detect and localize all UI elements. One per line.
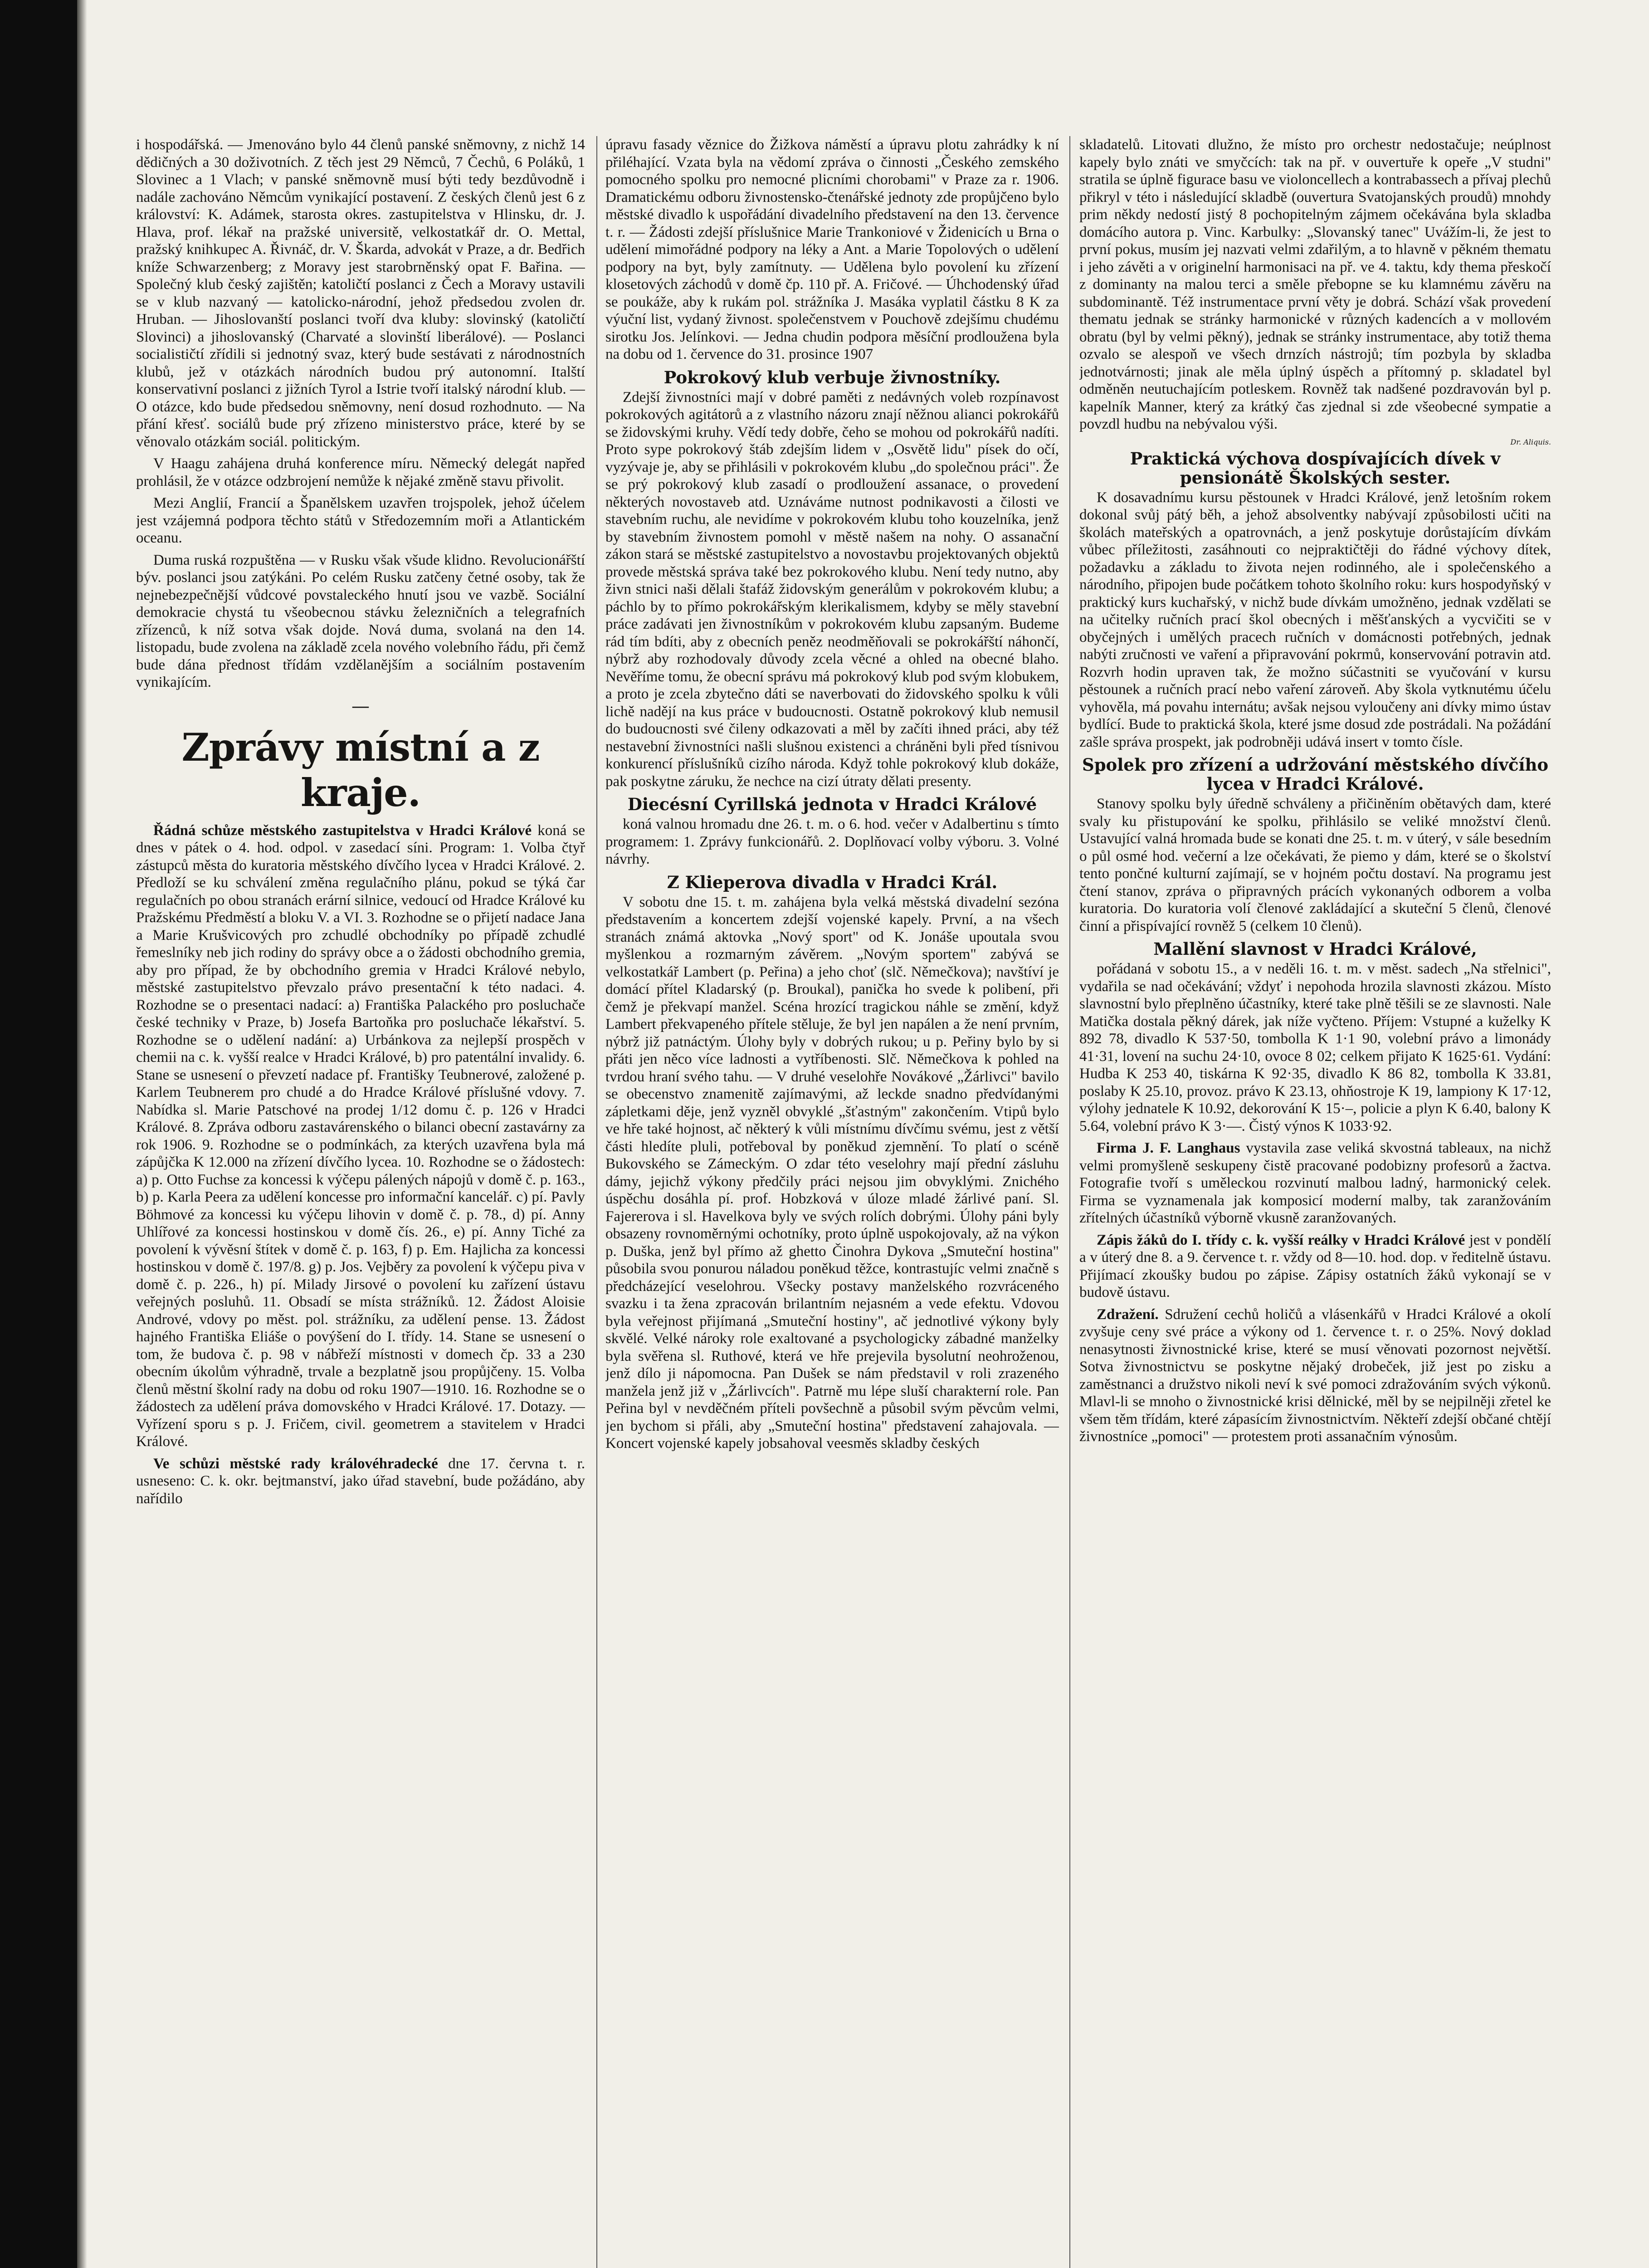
girls-education-text: K dosavadnímu kursu pěstounek v Hradci Králové, jenž letošním rokem dokonal svůj pátý běh, a jehož absolventky nabývají způsobilosti učiti na školách mateřských a opatrovnách, a jenž poskytuje dorůstajícím dívkám vůbec příležitosti, zasáhnouti co nejpraktičtěji do řádné výchovy dítek, požadavku a základu to života nejen rodinného, ale i společenského a národního, připojen bude počátkem tohoto školního roku: kurs hospodyňský v praktický kurs kuchařský, v nichž bude dívkám umožněno, jednak vzdělati se na učitelky ručních prací škol obecných i měšťanských a vycvičiti se v obyčejných i umělých pracech ručních v domácnosti potřebných, jednak nabýti zručnosti ve vaření a připravování pokrmů, konservování potravin atd. Rozvrh hodin upraven tak, že možno súčastniti se vyučování v kursu pěstounek a ručních prací nebo vaření zároveň. Aby škola vytknutému účelu vyhověla, má povahu internátu; avšak nejsou vyloučeny ani dívky mimo ústav bydlící. Bude to praktická škola, které jsme dosud zde postrádali. Na požádání zašle správa prospekt, jak podrobněji udává insert v tomto čísle. <box>1079 489 1551 750</box>
heading-city-board-meeting: Ve schůzi městské rady královéhradecké <box>153 1455 438 1472</box>
langhans-firm-text: vystavila zase veliká skvostná tableaux, na nichž velmi promyšleně seskupeny čistě pracované podobizny profesorů a žactva. Fotografie tvoří s uměleckou rozvinutí malbou ladný, harmonický celek. Firma se vyznamenala jak komposicí moderní malby, tak zaranžováním zřítelných účastníků výborně vkusně zaranžovaných. <box>1079 1140 1551 1226</box>
newspaper-page <box>136 136 1551 2268</box>
column-3 <box>1079 136 1551 2268</box>
city-council-meeting-text: koná se dnes v pátek o 4. hod. odpol. v zasedací síni. Program: 1. Volba čtyř zástupců města do kuratoria městského dívčího lycea v Hradci Králové. 2. Předloží se ku schválení změna regulačního plánu, pokud se týká čar regulačních po obou stranách erární silnice, vedoucí od Hradce Králové ku Pražskému Předměstí a bloku V. a VI. 3. Rozhodne se o přijetí nadace Jana a Marie Krušvicových pro zchudlé obchodníky po případě zchudlé řemeslníky neb jich rodiny do správy obce a o žádosti obchodního gremia, aby pro případ, že by obchodního gremia v Hradci Králové nebylo, městské zastupitelstvo převzalo právo presentační k této nadaci. 4. Rozhodne se o presentaci nadací: a) Františka Palackého pro posluchače české techniky v Praze, b) Josefa Bartoňka pro posluchače lékařství. 5. Rozhodne se o udělení nadání: a) Urbánkova za nejlepší prospěch v chemii na c. k. vyšší realce v Hradci Králové, b) pro patentální invalidy. 6. Stane se usnesení o převzetí nadace pf. Františky Teubnerové, založené p. Karlem Teubnerem pro chudé a do Hradce Králové příslušné vdovy. 7. Nabídka sl. Marie Patschové na prodej 1/12 domu č. p. 126 v Hradci Králové. 8. Zpráva odboru zastavárenského o bilanci obecní zastavárny za rok 1906. 9. Rozhodne se o podmínkách, za kterých uzavřena byla má zápůjčka K 12.000 na zřízení dívčího lycea. 10. Rozhodne se o žádostech: a) p. Otto Fuchse za koncessi k výčepu pálených nápojů v domě č. p. 163., b) p. Karla Peera za udělení koncesse pro informační kancelář. c) pí. Pavly Böhmové za koncessi ku výčepu lihovin v domě č. p. 78., d) pí. Anny Uhlířové za koncessi hostinskou v domě čís. 26., e) pí. Anny Tiché za povolení k vývěsní štítek v domě č. p. 163, f) p. Em. Hajlicha za koncessi hostinskou v domě č. 197/8. g) p. Jos. Vejběry za povolení k výčepu piva v domě č. p. 226., h) pí. Milady Jirsové o povolení ku zařízení ústavu veřejných posluhů. 11. Obsadí se místa strážníků. 12. Žádost Aloisie Andrové, vdovy po měst. pol. strážníku, za udělení pense. 13. Žádost hajného Františka Eliáše o povýšení do I. třídy. 14. Stane se usnesení o tom, že budova č. p. 98 v nábřeží místnosti v domech čp. 33 a 230 obecním úkolům výhradně, trvale a bezplatně jsou propůjčeny. 15. Volba členů městní školní rady na dobu od roku 1907—1910. 16. Rozhodne se o žádostech za udělení práva domovského v Hradci Králové. 17. Dotazy. — Vyřízení sporu s p. J. Fričem, civil. geometrem a stavitelem v Hradci Králové. <box>136 822 585 1450</box>
cyril-union-text: koná valnou hromadu dne 26. t. m. o 6. hod. večer v Adalbertinu s tímto programem: 1. Zprávy funkcionářů. 2. Doplňovací volby výboru. 3. Volné návrhy. <box>605 816 1059 867</box>
heading-progressive-club: Pokrokový klub verbuje živnostníky. <box>664 367 1001 387</box>
heading-city-council-meeting: Řádná schůze městského zastupitelstva v Hradci Králové <box>153 822 532 839</box>
matice-festival-text: pořádaná v sobotu 15., a v neděli 16. t. m. v měst. sadech „Na střelnici", vydařila se nad očekávání; vždyť i nepohoda hrozila slavnosti zkázou. Místo slavnostní bylo přeplněno účastníky, které take plně těšili se ze slavnosti. Nale Matička dostala pěkný dárek, jak níže vyčteno. Příjem: Vstupné a kuželky K 892 78, divadlo K 537·50, tombolla K 1·1 90, volební právo a limonády 41·31, lovení na suchu 24·10, ovoce 8 02; celkem přijato K 1625·61. Vydání: Hudba K 253 40, tiskárna K 92·35, divadlo K 86 82, tombolla K 33.81, poslaby K 25.10, provoz. právo K 23.13, ohňostroje K 19, lampiony K 17·12, výlohy jednatele K 10.92, dekorování K 15·–, policie a plyn K 6.40, balony K 5.64, volební právo K 3·—. Čistý výnos K 1033·92. <box>1079 961 1551 1134</box>
heading-girls-education: Praktická výchova dospívajících dívek v pensionátě Školských sester. <box>1130 448 1501 488</box>
politics-paragraph-hague: V Haagu zahájena druhá konference míru. Německý delegát napřed prohlásil, že v otázce odzbrojení nemůže k nějaké změně stavu přivolit. <box>136 455 585 489</box>
heading-school-enrollment: Zápis žáků do I. třídy c. k. vyšší reálky v Hradci Králové <box>1097 1232 1465 1248</box>
section-end-rule: — <box>351 695 370 717</box>
column-1 <box>136 136 585 2268</box>
heading-price-increase: Zdražení. <box>1097 1306 1159 1323</box>
price-increase-text: Sdružení cechů holičů a vlásenkářů v Hradci Králové a okolí zvyšuje ceny své práce a výkony od 1. července t. r. o 25%. Nový doklad nenasytnosti živnostnické krise, které se musí věnovati pozornost největší. Sotva živnostnictvu se poskytne nějaký drobeček, již jest po zisku a zaměstnanci a družstvo nikoli neví k své pomoci zdražováním svých výkonů. Mlavl-li se mnoho o živnostnické krisi dělnické, měl by se nejpilněji zřetel ke všem těm třídám, které zápasícím živnostnictvím. Někteří zdejší občané chtějí živnostníce „pomoci" — protestem proti assanačním výnosům. <box>1079 1306 1551 1445</box>
section-title-local-news: Zprávy místní a z kraje. <box>181 724 540 815</box>
scanner-dark-margin <box>0 0 77 2268</box>
city-board-meeting-continued: úpravu fasady věznice do Žižkova náměstí a úpravu plotu zahrádky k ní přiléhající. Vzata byla na vědomí zpráva o činnosti „Českého zemského pomocného spolku pro nemocné plicními chorobami" v Praze za r. 1906. Dramatickému odboru živnostensko-čtenářské jednoty zde propůjčeno bylo městské divadlo k uspořádání divadelního představení na den 13. července t. r. — Žádosti zdejší příslušnice Marie Trankoniové v Židenicích u Brna o udělení mimořádné podpory na léky a Ant. a Marie Topolových o udělení podpory na byt, byly zamítnuty. — Udělena bylo povolení ku zřízení klosetových záchodů v domě čp. 110 př. A. Fričové. — Úhchodenský úřad se poukáže, aby k rukám pol. strážníka J. Masáka vyplatil částku 8 K za výuční list, vydaný živnost. společenstvem v Pouchově zdejšímu chudému sirotku Jos. Jelínkovi. — Jedna chudin podpora měsíční prodloužena byla na dobu od 1. července do 31. prosince 1907 <box>605 137 1059 362</box>
klicpera-theatre-text: V sobotu dne 15. t. m. zahájena byla velká městská divadelní sezóna představením a koncertem zdejší vojenské kapely. První, a na všech stranách známá aktovka „Nový sport" od K. Jonáše upoutala svou myšlenkou a rozmarným závěrem. „Novým sportem" zabývá se velkostatkář Lambert (p. Peřina) a jeho choť (slč. Němečkova); navštíví je domácí přítel Kladarský (p. Broukal), panička ho svede k polibení, při čemž je překvapí manžel. Scéna hrozící tragickou náhle se změní, když Lambert překvapeného přítele stěluje, že byl jen napálen a že není prvním, nýbrž již patnáctým. Úlohy byly v dobrých rukou; u p. Peřiny bylo by si přáti jen něco více ladnosti a vytříbenosti. Slč. Němečkova k pohled na tvrdou hraní svého tahu. — V druhé veselohře Novákové „Žárlivci" bavilo se obecenstvo znamenitě zajímavými, až leckde snadno předvídanými zápletkami děje, jenž vyzněl obvyklé „šťastným" zakončením. Vtipů bylo ve hře také hojnost, ač některý k vůli místnímu dívčímu svému, jest z větší části hledíte pluli, potřeboval by poněkud zjemnění. To platí o scéně Bukovského se Zámeckým. O zdar této veselohry mají přední zásluhu dámy, jejichž výkony předčily práci nejsou jim obvyklými. Znichého úspěchu dosáhla pí. prof. Hobzková v úloze mladé žárlivé paní. Sl. Fajererova i sl. Havelkova byly ve svých rolích dobrými. Úlohy páni byly obsazeny rovnoměrnými ochotníky, proto úplně uspokojovaly, až na výkon p. Duška, jenž byl přímo až ghetto Činohra Dykova „Smuteční hostina" působila svou ponurou náladou poněkud těžce, kontrastujíc velmi značně s předcházející veselohrou. Všecky postavy manželského rozvráceného svazku i ta žena zpracován brilantním nejasném a vede efektu. Vdovou byla veřejnost přijímaná „Smuteční hostiny", ač jednotlivé výkony byly skvělé. Velké nároky role exaltované a psychologicky zábadné manželky byla svěřena sl. Ruthové, která ve hře prejevila bysolutní neohroženou, jenž dílo ji nápomocna. Pan Dušek se nám představil v roli zrazeného manžela jenž již v „Žárlivcích". Patrně mu lépe sluší charakterní role. Pan Peřina byl v nevděčném příteli povšechně a působil svým pěvcům velmi, jen bychom si přáli, aby „Smuteční hostina" představení zahajovala. — Koncert vojenské kapely jobsahoval veesměs skladby českých <box>605 894 1059 1452</box>
heading-matice-festival: Mallění slavnost v Hradci Králové, <box>1153 939 1477 959</box>
city-board-meeting-text: dne 17. června t. r. usneseno: C. k. okr. bejtmanství, jako úřad stavební, bude požádáno, aby nařídilo <box>136 1455 585 1507</box>
girls-lyceum-society-text: Stanovy spolku byly úředně schváleny a přičiněním obětavých dam, které svaly ku přistupování ke spolku, přihlásilo se veliké množství členů. Ustavující valná hromada bude se konati dne 25. t. m. v úterý, v sále besedním o půl osmé hod. večerní a lze očekávati, že piemo y dám, které se o školství tento pončné kulturní zajímají, se v hojném počtu dostaví. Na programu jest čtení stanov, zpráva o připravných prácích vykonaných odborem a volba kuratoria. Do kuratoria volí členové zakládající a skuteční 5 členů, členové činní a přispívající rovněž 5 (celkem 10 členů). <box>1079 796 1551 934</box>
progressive-club-text: Zdejší živnostníci mají v dobré paměti z nedávných voleb rozpínavost pokrokových agitátorů a z vlastního názoru znají něžnou alianci pokrokářů se židovskými kruhy. Vědí tedy dobře, čeho se mohou od pokrokářů nadíti. Proto sype pokrokový štáb zdejším lidem v „Osvětě lidu" písek do očí, vyzývaje je, aby se přihlásili v pokrokovém klubu „do společnou práci". Že se prý pokrokový klub zasadí o prodloužení assanace, o provedení některých novostaveb atd. Uznáváme nutnost podnikavosti a čilosti ve stavebním ruchu, ale nevidíme v pokrokovém klubu toho kouzelníka, jenž by stavebním živnostem pomohl v městě našem na nohy. O assanační zákon stará se městské zastupitelstvo a novostavbu projektovaných objektů provede městská správa také bez pokrokového klubu. Není tedy nutno, aby živn stnici naši dělali štafáž židovským generálům v pokrokovém klubu; a páchlo by to přímo pokrokářským klerikalismem, kdyby se měly stavební práce zadávati jen živnostníkům v pokrokovém klubu zapsaným. Budeme rád tím bdíti, aby z obecních peněz neodměňovali se pokrokářští náhončí, nýbrž aby rozhodovaly důvody zcela věcné a ohled na obecné blaho. Nevěříme tomu, že obecní správu má pokrokový klub pod svým klobukem, a proto je zcela zbytečno dáti se naverbovati do židovského spolku k vůli lichě nadějí na kus práce v budoucnosti. Ostatně pokrokový klub nemusil do budoucnosti své čileny odkazovati a měl by začíti ihned práci, aby též nestavební živnostníci našli slušnou existenci a chráněni byli před tísnivou konkurencí příslušníků cizího národa. Když tohle pokrokový klub dokáže, pak poskytne záruku, že nechce na cizí útraty dělati presenty. <box>605 389 1059 790</box>
heading-klicpera-theatre: Z Klieperova divadla v Hradci Král. <box>667 872 998 892</box>
heading-langhans-firm: Firma J. F. Langhaus <box>1097 1140 1240 1156</box>
school-enrollment-text: jest v pondělí a v úterý dne 8. a 9. července t. r. vždy od 8—10. hod. dop. v ředitelně ústavu. Přijímací zkoušky budou po zápise. Zápisy ostatních žáků vykonají se v budově ústavu. <box>1079 1232 1551 1300</box>
column-divider-2 <box>1069 136 1070 2268</box>
politics-paragraph-duma: Duma ruská rozpuštěna — v Rusku však všude klidno. Revolucionářští býv. poslanci jsou zatýkáni. Po celém Rusku zatčeny četné osoby, tak že nejnebezpečnější vůdcové povstaleckého hnutí jsou ve vazbě. Sociální demokracie chystá tu všeobecnou stávku železničních a telegrafních zřízenců, k níž sotva však dojde. Nová duma, svolaná na den 14. listopadu, bude zvolena na základě zcela nového volebního řádu, při čemž bude dána přednost třídám vzdělanějším a sociálním postavením vynikajícím. <box>136 552 585 690</box>
heading-cyril-union: Diecésní Cyrillská jednota v Hradci Králové <box>627 794 1037 814</box>
concert-review-continued: skladatelů. Litovati dlužno, že místo pro orchestr nedostačuje; neúplnost kapely bylo znáti ve smyčcích: tak na př. v ouvertuře k opeře „V studni" stratila se úplně figurace basu ve violoncellech a kontrabassech a přívaj plechů přikryl v této i následující skladbě (ouvertura Svatojanských proudů) mnohdy prim někdy nedostí jistý 8 pochopitelným zájmem očekávána byla skladba domácího autora p. Vinc. Karbulky: „Slovanský tanec" Uvážím-li, že jest to první pokus, musím jej nazvati velmi zdařilým, a to hlavně v pěkném thematu i jeho závěti a v originelní harmonisaci na př. ve 4. taktu, kdy thema přeskočí z dominanty na malou terci a směle přebopne se ku klamnému závěru na subdominantě. Též instrumentace první věty je dobrá. Schází však provedení thematu jednak se stránky harmonické v různých kadencích a v mollovém obratu (byl by velmi pěkný), jednak se stránky instrumentace, aby totiž thema ozvalo se alespoň ve všech drnzích nástrojů; tím pozbyla by skladba jednotvárnosti; jinak ale měla úplný úspěch a přítomný p. skladatel byl odměněn neutuchajícím potleskem. Rovněž tak nadšené pozdravován byl p. kapelník Manner, který za krátký čas zjednal si zde všeobecné sympatie a povzdl hudbu na nebývalou výši. <box>1079 137 1551 432</box>
politics-paragraph-alliance: Mezi Anglií, Francií a Španělskem uzavřen trojspolek, jehož účelem jest vzájemná podpora těchto států v Středozemním moři a Atlantickém oceanu. <box>136 495 585 546</box>
heading-girls-lyceum-society: Spolek pro zřízení a udržování městského dívčího lycea v Hradci Králové. <box>1082 755 1549 794</box>
politics-paragraph-1: i hospodářská. — Jmenováno bylo 44 členů panské sněmovny, z nichž 14 dědičných a 30 doživotních. Z těch jest 29 Němců, 7 Čechů, 6 Poláků, 1 Slovinec a 1 Vlach; v panské sněmovně musí býti tedy bezdůvodně i nadále zachováno Němcům vynikající postavení. Z českých členů jest 6 z království: K. Adámek, starosta okres. zastupitelstva v Hlinsku, dr. J. Hlava, prof. lékař na pražské universitě, velkostatkář dr. O. Mettal, pražský knihkupec A. Řivnáč, dr. V. Škarda, advokát v Praze, a dr. Bedřich kníže Schwarzenberg; z Moravy jest starobrněnský opat F. Bařina. — Společný klub český zajištěn; katoličtí poslanci z Čech a Moravy ustavili se v klub nazvaný — katolicko-národní, jehož předsedou zvolen dr. Hruban. — Jihoslovanští poslanci tvoří dva kluby: slovinský (katoličtí Slovinci) a jihoslovanský (Charvaté a slovinští liberálové). — Poslanci socialističtí zřídili si jednotný svaz, který bude sestávati z národnostních klubů, jež v otázkách národních budou prý autonomní. Italští konservativní poslanci z jižních Tyrol a Istrie tvoří italský národní klub. — O otázce, kdo bude předsedou sněmovny, není dosud rozhodnuto. — Na přání křesť. sociálů bude prý zřízeno ministerstvo práce, které by se věnovalo otázkám sociál. politickým. <box>136 137 585 450</box>
column-2 <box>605 136 1059 2268</box>
column-divider-1 <box>596 136 597 2268</box>
author-signature: Dr. Aliquis. <box>1510 437 1551 446</box>
